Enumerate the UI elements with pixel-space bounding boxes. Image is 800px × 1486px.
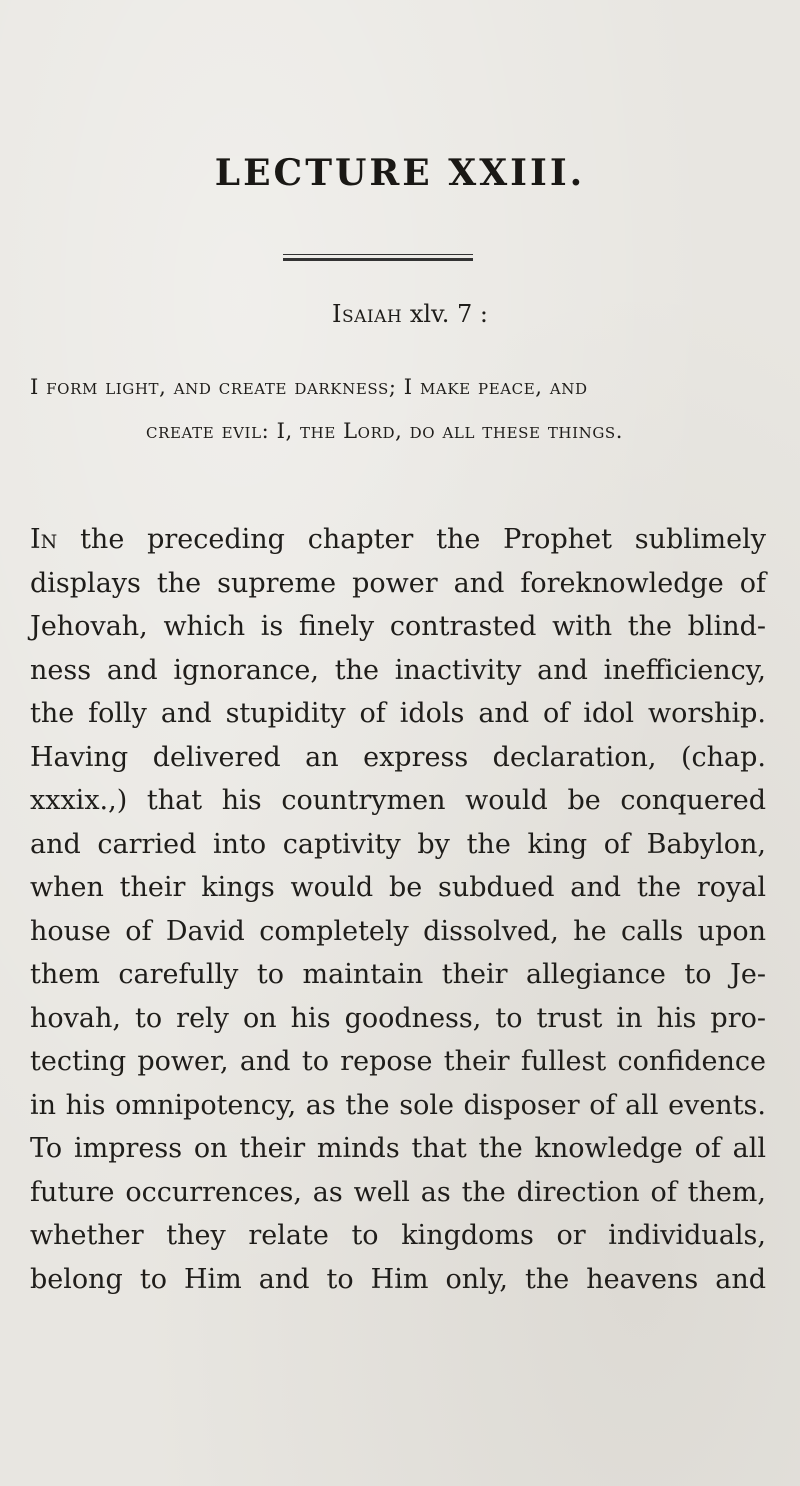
body-line	[30, 518, 766, 562]
body-line: Having delivered an express declaration, (chap.	[30, 741, 766, 773]
opening-word: In	[30, 524, 58, 555]
epigraph-line-1: I form light, and create darkness; I make peace, and	[30, 375, 588, 399]
reference-book: Isaiah	[331, 300, 403, 328]
body-line: them carefully to maintain their allegiance to Je-	[30, 959, 766, 990]
body-line: xxxix.,) that his countrymen would be conquered	[30, 785, 766, 816]
body-line: ness and ignorance, the inactivity and inefficiency,	[30, 654, 766, 686]
reference-chapter-verse: xlv. 7 :	[409, 300, 489, 328]
body-line: future occurrences, as well as the direction of them,	[30, 1176, 766, 1208]
body-line: in his omnipotency, as the sole disposer of all events.	[30, 1089, 766, 1121]
epigraph-line-2: create evil: I, the Lord, do all these things.	[146, 419, 624, 443]
body-line: Jehovah, which is finely contrasted with the blind-	[30, 611, 766, 642]
lecture-heading: LECTURE XXIII.	[214, 152, 586, 194]
body-line: when their kings would be subdued and the royal	[30, 872, 766, 903]
body-paragraph	[30, 518, 766, 1301]
body-line: displays the supreme power and foreknowledge of	[30, 567, 766, 599]
body-line: belong to Him and to Him only, the heavens and	[30, 1263, 766, 1295]
body-line: hovah, to rely on his goodness, to trust in his pro-	[30, 1002, 766, 1034]
body-line: the folly and stupidity of idols and of idol worship.	[30, 698, 766, 729]
body-line: whether they relate to kingdoms or individuals,	[30, 1220, 766, 1251]
scripture-reference	[0, 300, 800, 328]
body-line: house of David completely dissolved, he calls upon	[30, 915, 766, 947]
body-line: and carried into captivity by the king of Babylon,	[30, 828, 766, 860]
heading-divider	[283, 254, 473, 263]
body-line: tecting power, and to repose their fullest confidence	[30, 1046, 766, 1077]
body-line-text: the preceding chapter the Prophet sublimely	[80, 524, 766, 555]
body-line: To impress on their minds that the knowledge of all	[30, 1133, 766, 1164]
